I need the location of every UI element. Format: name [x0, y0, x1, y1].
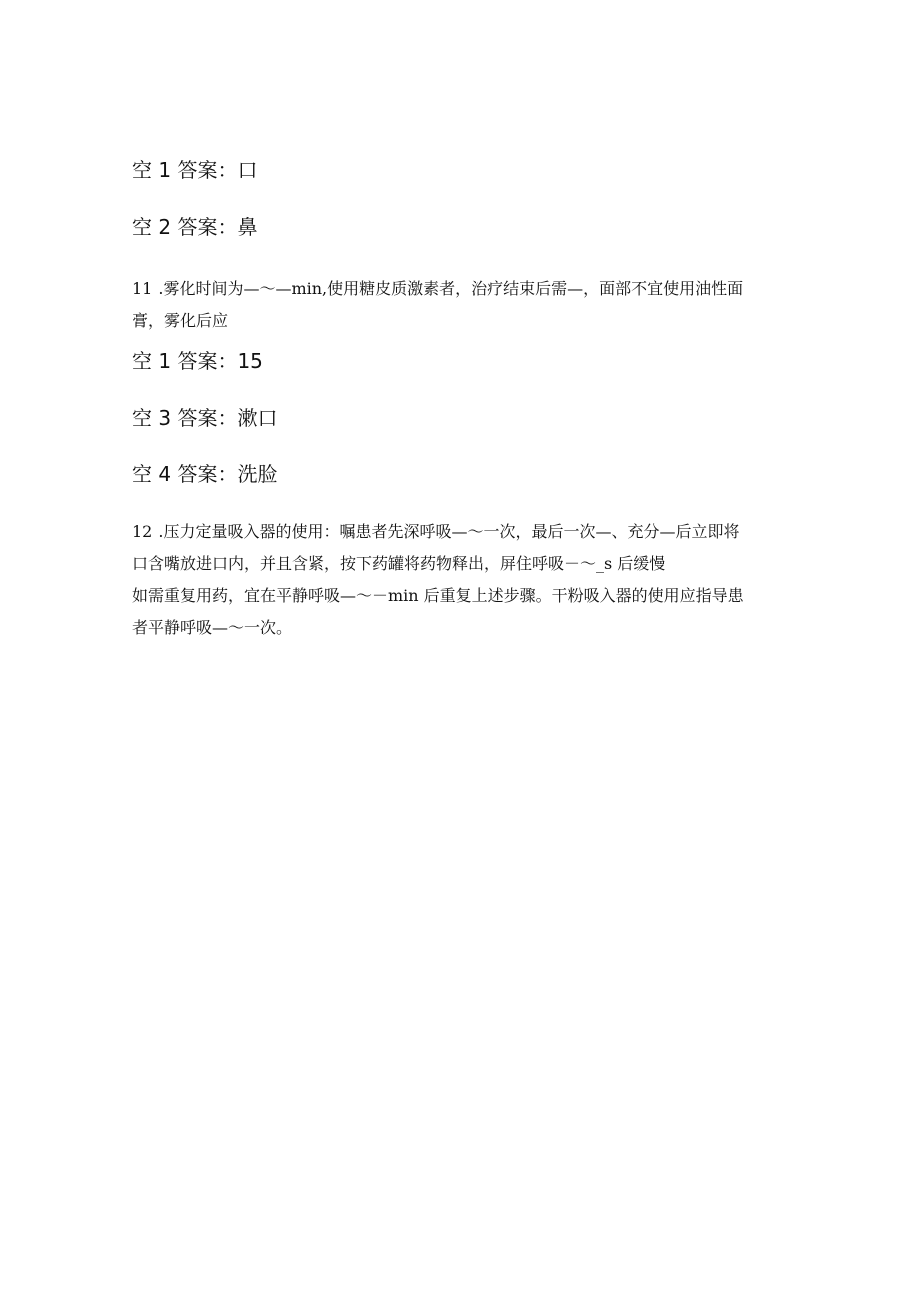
answer-q11-blank-4: 空 4 答案：洗脸 [132, 462, 278, 486]
question-11 [132, 273, 792, 337]
question-11-text-1: .雾化时间为—～—min,使用糖皮质激素者，治疗结束后需—，面部不宜使用油性面 [158, 279, 744, 298]
question-11-line-2: 膏，雾化后应 [132, 311, 229, 330]
question-12-line-3: 如需重复用药，宜在平静呼吸—～－min 后重复上述步骤。干粉吸入器的使用应指导患 [132, 586, 744, 605]
answer-q11-blank-1: 空 1 答案：15 [132, 349, 263, 373]
question-12-line-2: 口含嘴放进口内，并且含紧，按下药罐将药物释出，屏住呼吸－～_s 后缓慢 [132, 554, 666, 573]
question-12-line-4: 者平静呼吸—～一次。 [132, 618, 293, 637]
answer-q11-blank-3: 空 3 答案：漱口 [132, 406, 278, 430]
question-11-line-1 [132, 273, 792, 305]
question-12-number: 12 [132, 522, 153, 541]
question-11-number: 11 [132, 279, 153, 298]
answer-blank-2: 空 2 答案：鼻 [132, 215, 258, 239]
question-12 [132, 516, 792, 644]
question-12-text-1: .压力定量吸入器的使用：嘱患者先深呼吸—～一次，最后一次—、充分—后立即将 [158, 522, 740, 541]
answer-blank-1: 空 1 答案：口 [132, 158, 258, 182]
question-12-line-1 [132, 516, 792, 548]
